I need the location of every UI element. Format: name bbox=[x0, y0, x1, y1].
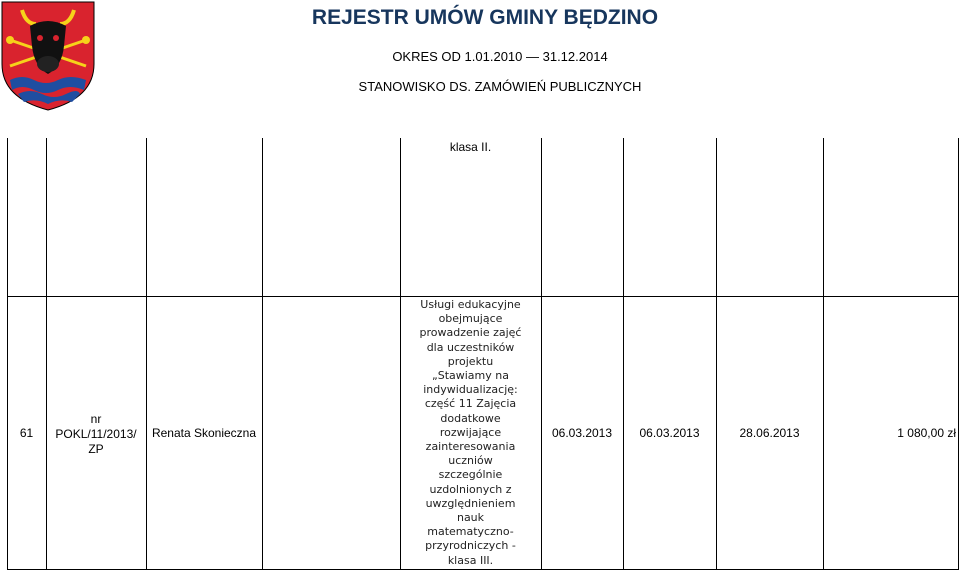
description-line: szczególnie bbox=[438, 468, 503, 482]
description-line: klasa III. bbox=[447, 553, 494, 567]
description-line: Usługi edukacyjne bbox=[420, 298, 521, 311]
description-line: przyrodniczych - bbox=[425, 539, 516, 553]
description-line: część 11 Zajęcia bbox=[424, 397, 517, 411]
contractor-name: Renata Skonieczna bbox=[151, 426, 257, 440]
description-line: nauk bbox=[456, 511, 485, 525]
register-title: REJESTR UMÓW GMINY BĘDZINO bbox=[311, 6, 659, 29]
period-subtitle: OKRES OD 1.01.2010 — 31.12.2014 bbox=[392, 49, 608, 64]
date-from: 06.03.2013 bbox=[639, 426, 700, 440]
description-line: uzdolnionych z bbox=[429, 482, 512, 496]
description-line: uczniów bbox=[448, 454, 493, 468]
description-line: indywidualizację: bbox=[423, 383, 518, 397]
previous-row-description-tail: klasa II. bbox=[449, 140, 492, 154]
description-line: „Stawiamy na bbox=[432, 369, 509, 383]
contract-reference-line: nr bbox=[90, 412, 102, 426]
description-line: matematyczno- bbox=[427, 525, 514, 539]
row-number: 61 bbox=[19, 426, 34, 440]
department-subtitle: STANOWISKO DS. ZAMÓWIEŃ PUBLICZNYCH bbox=[358, 79, 642, 94]
contract-amount: 1 080,00 zł bbox=[897, 426, 956, 440]
date-signed: 06.03.2013 bbox=[551, 426, 613, 440]
description-line: dodatkowe bbox=[440, 411, 501, 425]
description-line: obejmujące bbox=[438, 312, 503, 326]
description-line: prowadzenie zajęć bbox=[419, 326, 522, 340]
description-line: rozwijające bbox=[439, 425, 502, 439]
date-to: 28.06.2013 bbox=[739, 426, 800, 440]
contract-reference-line: POKL/11/2013/ bbox=[55, 427, 137, 441]
contract-description bbox=[400, 298, 541, 568]
contract-reference bbox=[46, 412, 146, 457]
description-line: dla uczestników bbox=[426, 340, 515, 354]
description-line: projektu bbox=[447, 354, 494, 368]
gmina-crest-logo bbox=[0, 0, 96, 112]
description-line: uwzględnieniem bbox=[425, 496, 516, 510]
description-line: zainteresowania bbox=[425, 440, 516, 454]
contract-reference-line: ZP bbox=[88, 442, 104, 456]
